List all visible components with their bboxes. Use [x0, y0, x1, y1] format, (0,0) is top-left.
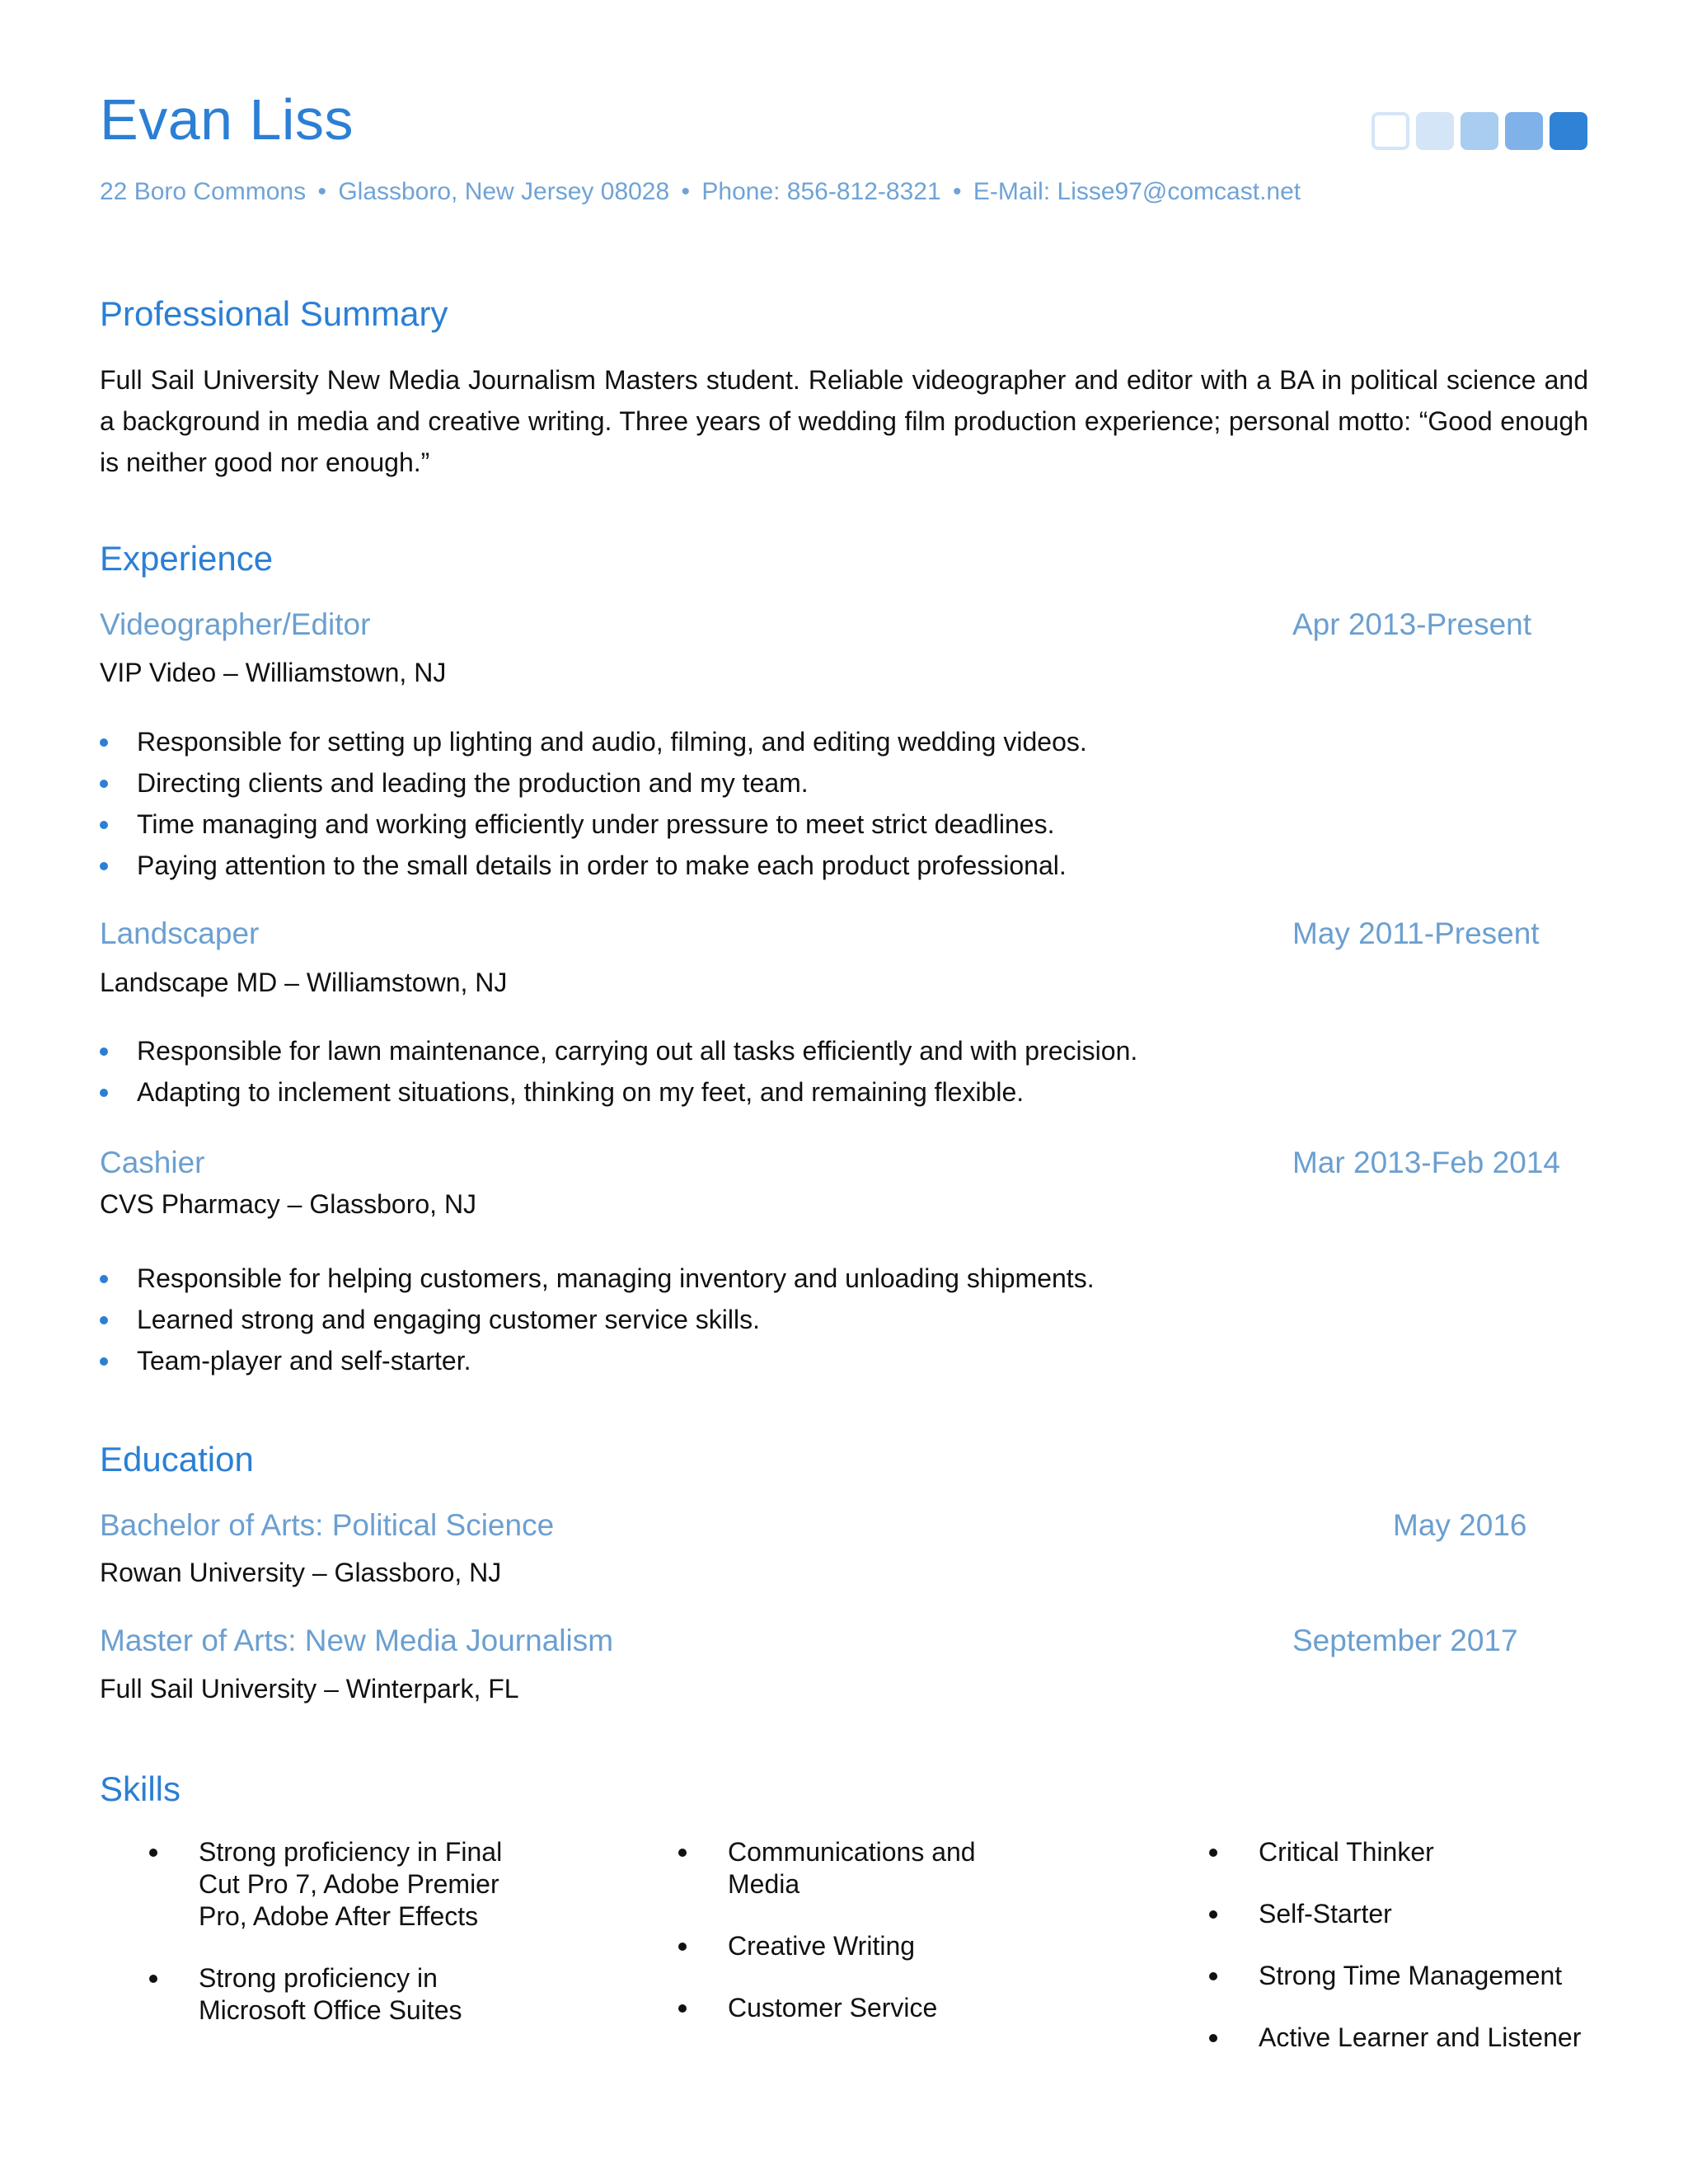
- degree-title: Bachelor of Arts: Political Science: [100, 1508, 555, 1542]
- skills-column-3: [1207, 1836, 1603, 2083]
- skills-heading: Skills: [100, 1769, 181, 1808]
- contact-separator: •: [681, 178, 691, 205]
- job-title: Videographer/Editor: [100, 607, 371, 641]
- degree-school: Full Sail University – Winterpark, FL: [100, 1674, 519, 1704]
- job-org: CVS Pharmacy – Glassboro, NJ: [100, 1189, 477, 1219]
- skill-item: Critical Thinker: [1207, 1836, 1603, 1868]
- job-date: May 2011-Present: [1292, 916, 1540, 950]
- job-bullet: Responsible for lawn maintenance, carrying out all tasks efficiently and with precision.: [100, 1030, 1137, 1071]
- skill-item: Strong proficiency in Microsoft Office Suites: [148, 1962, 543, 2027]
- job-org: VIP Video – Williamstown, NJ: [100, 658, 447, 687]
- contact-separator: •: [317, 178, 326, 205]
- job-bullet: Time managing and working efficiently under pressure to meet strict deadlines.: [100, 804, 1087, 845]
- decor-square-1: [1372, 112, 1409, 150]
- decor-square-4: [1505, 112, 1543, 150]
- skill-item: Strong proficiency in Final Cut Pro 7, Adobe Premier Pro, Adobe After Effects: [148, 1836, 543, 1933]
- skill-item: Creative Writing: [677, 1930, 1023, 1962]
- contact-city: Glassboro, New Jersey 08028: [338, 178, 670, 205]
- skill-item: Active Learner and Listener: [1207, 2022, 1603, 2054]
- skill-item: Strong Time Management: [1207, 1960, 1603, 1992]
- job-title: Cashier: [100, 1146, 205, 1179]
- job-bullet: Paying attention to the small details in order to make each product professional.: [100, 845, 1087, 886]
- summary-text: Full Sail University New Media Journalism Masters student. Reliable videographer and editor with a BA in political science and a background in media and creative writing. Three years of wedding film production experience; personal motto: “Good enough is neither good nor enough.”: [100, 365, 1588, 477]
- degree-school: Rowan University – Glassboro, NJ: [100, 1558, 502, 1587]
- education-heading: Education: [100, 1440, 254, 1479]
- contact-phone: Phone: 856-812-8321: [701, 178, 941, 205]
- skills-column-1: [148, 1836, 543, 2056]
- degree-date: May 2016: [1393, 1508, 1527, 1542]
- job-bullet: Directing clients and leading the production and my team.: [100, 762, 1087, 804]
- job-bullets: [100, 1258, 1095, 1381]
- skill-item: Customer Service: [677, 1992, 1023, 2024]
- job-title: Landscaper: [100, 916, 260, 950]
- job-bullets: [100, 1030, 1137, 1113]
- job-bullet: Team-player and self-starter.: [100, 1340, 1095, 1381]
- degree-date: September 2017: [1292, 1624, 1518, 1657]
- job-bullet: Responsible for setting up lighting and audio, filming, and editing wedding videos.: [100, 721, 1087, 762]
- skill-item: Communications and Media: [677, 1836, 1023, 1900]
- decor-square-5: [1550, 112, 1587, 150]
- degree-title: Master of Arts: New Media Journalism: [100, 1624, 614, 1657]
- job-bullet: Learned strong and engaging customer service skills.: [100, 1299, 1095, 1340]
- contact-separator: •: [952, 178, 962, 205]
- job-bullet: Adapting to inclement situations, thinking on my feet, and remaining flexible.: [100, 1071, 1137, 1113]
- job-bullet: Responsible for helping customers, managing inventory and unloading shipments.: [100, 1258, 1095, 1299]
- job-org: Landscape MD – Williamstown, NJ: [100, 968, 508, 997]
- contact-email[interactable]: E-Mail: Lisse97@comcast.net: [973, 178, 1301, 205]
- skill-item: Self-Starter: [1207, 1898, 1603, 1930]
- experience-heading: Experience: [100, 539, 274, 578]
- decor-square-2: [1416, 112, 1454, 150]
- job-bullets: [100, 721, 1087, 886]
- decor-square-3: [1461, 112, 1498, 150]
- contact-line: [100, 178, 1301, 206]
- skills-column-2: [677, 1836, 1023, 2054]
- resume-name: Evan Liss: [100, 87, 354, 152]
- decorative-squares: [1372, 112, 1587, 150]
- summary-heading: Professional Summary: [100, 294, 448, 333]
- job-date: Mar 2013-Feb 2014: [1292, 1146, 1560, 1179]
- contact-address: 22 Boro Commons: [100, 178, 307, 205]
- job-date: Apr 2013-Present: [1292, 607, 1532, 641]
